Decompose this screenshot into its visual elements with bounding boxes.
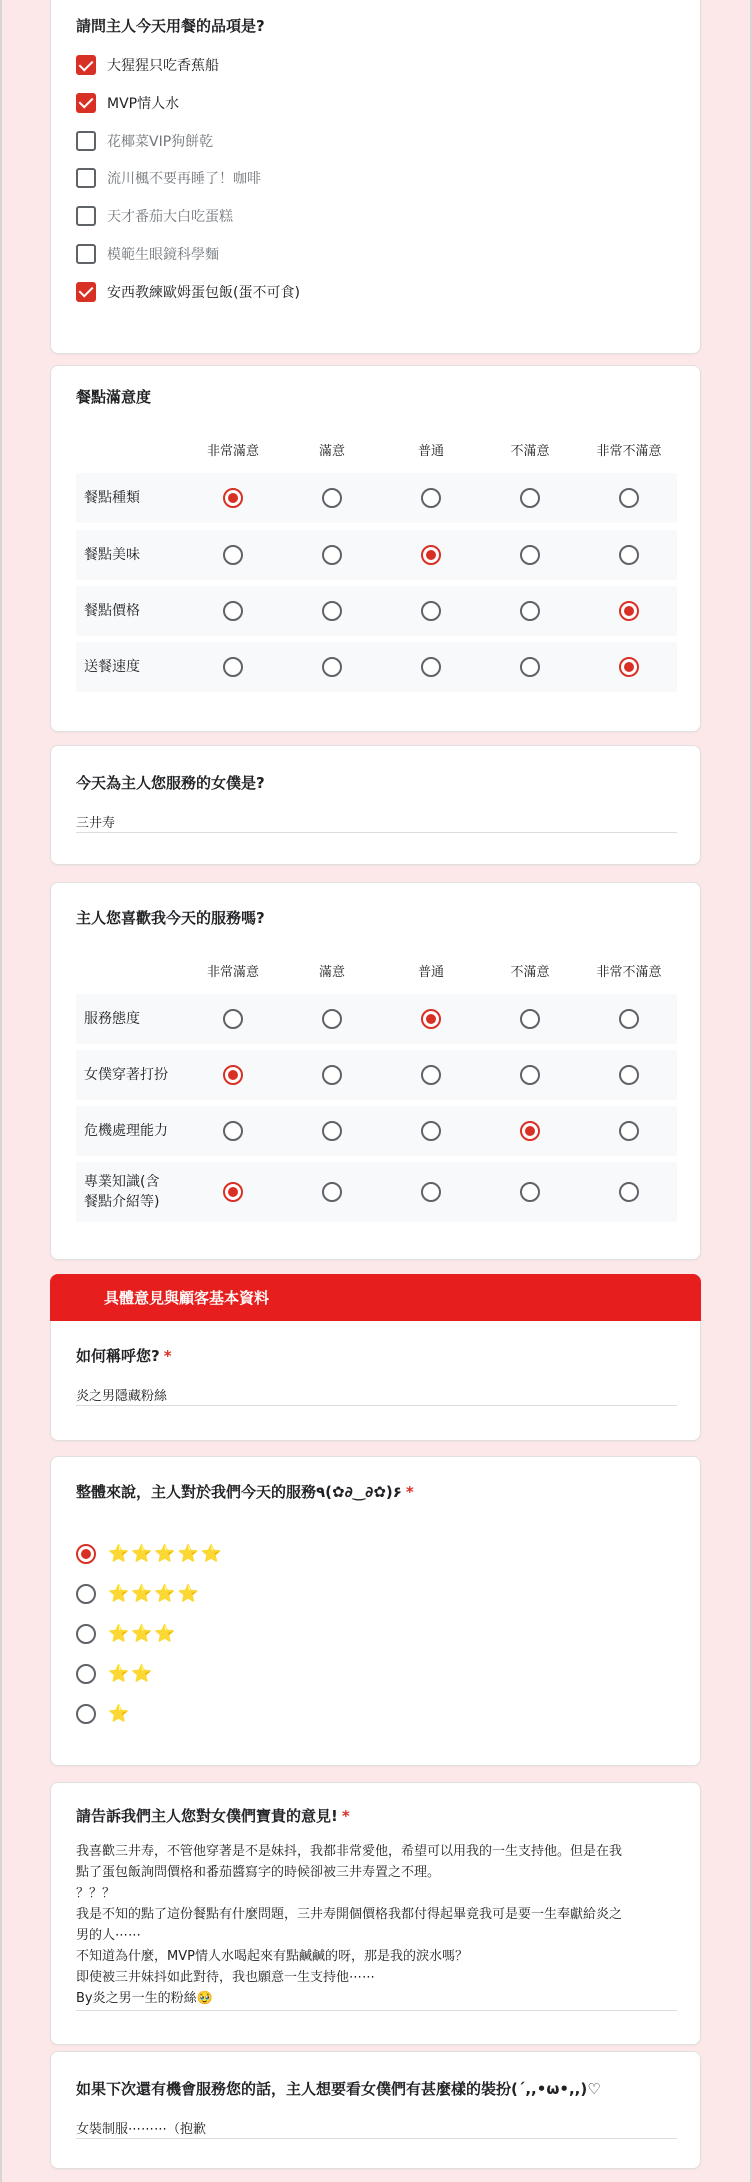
grid-row-label: 餐點美味	[84, 547, 140, 563]
radio-unselected-icon[interactable]	[76, 1584, 96, 1604]
radio-unselected-icon[interactable]	[322, 1121, 342, 1141]
grid-row	[76, 586, 677, 636]
checkbox-unchecked-icon[interactable]	[76, 168, 96, 188]
feedback-line: 即使被三井妹抖如此對待，我也願意一生支持他⋯⋯	[76, 1970, 376, 1985]
radio-unselected-icon[interactable]	[322, 488, 342, 508]
radio-selected-icon[interactable]	[421, 545, 441, 565]
grid-row-label: 餐點價格	[84, 603, 140, 619]
question-title	[76, 1481, 414, 1502]
grid-row	[76, 530, 677, 580]
grid-row	[76, 1162, 677, 1222]
grid-row-label: 危機處理能力	[84, 1123, 168, 1139]
question-title-text: 整體來說，主人對於我們今天的服務٩(✿∂‿∂✿)۶	[76, 1483, 402, 1501]
radio-unselected-icon[interactable]	[223, 1121, 243, 1141]
radio-unselected-icon[interactable]	[421, 488, 441, 508]
required-asterisk: *	[163, 1347, 172, 1365]
radio-unselected-icon[interactable]	[421, 1121, 441, 1141]
checkbox-label: 流川楓不要再睡了！咖啡	[107, 171, 261, 188]
star-rating-option[interactable]	[76, 1622, 178, 1646]
grid-column-header: 滿意	[318, 965, 345, 980]
radio-selected-icon[interactable]	[223, 1182, 243, 1202]
radio-unselected-icon[interactable]	[520, 545, 540, 565]
grid-row	[76, 1106, 677, 1156]
required-asterisk: *	[341, 1807, 350, 1825]
grid-row-label: 服務態度	[84, 1011, 140, 1027]
radio-unselected-icon[interactable]	[322, 1182, 342, 1202]
question-title: 如果下次還有機會服務您的話，主人想要看女僕們有甚麼樣的裝扮(´,,•ω•,,)♡	[76, 2080, 601, 2098]
grid-row-label: 送餐速度	[84, 659, 140, 675]
feedback-line: 不知道為什麼，MVP情人水喝起來有點鹹鹹的呀，那是我的淚水嗎？	[76, 1949, 468, 1964]
radio-selected-icon[interactable]	[223, 1065, 243, 1085]
outfit-answer[interactable]: 女裝制服⋯⋯⋯（抱歉	[76, 2122, 207, 2137]
answer-underline	[76, 1405, 677, 1406]
radio-unselected-icon[interactable]	[619, 1009, 639, 1029]
question-card-overall-rating	[50, 1456, 701, 1766]
radio-unselected-icon[interactable]	[421, 1065, 441, 1085]
checkbox-label: 花椰菜VIP狗餅乾	[107, 133, 214, 150]
radio-unselected-icon[interactable]	[619, 1065, 639, 1085]
question-title-text: 請告訴我們主人您對女僕們寶貴的意見!	[76, 1807, 338, 1825]
question-title	[76, 1345, 172, 1366]
question-title: 餐點滿意度	[76, 388, 152, 406]
grid-row-label	[84, 1172, 159, 1212]
grid-column-header: 非常不滿意	[596, 444, 662, 459]
star-rating-option[interactable]	[76, 1662, 154, 1686]
radio-unselected-icon[interactable]	[322, 1065, 342, 1085]
radio-unselected-icon[interactable]	[421, 657, 441, 677]
question-card-meal-satisfaction	[50, 365, 701, 732]
feedback-line: 點了蛋包飯詢問價格和番茄醬寫字的時候卻被三井寿置之不理。	[76, 1865, 441, 1880]
feedback-line: 男的人⋯⋯	[76, 1928, 142, 1943]
radio-selected-icon[interactable]	[421, 1009, 441, 1029]
radio-unselected-icon[interactable]	[619, 1121, 639, 1141]
checkbox-option[interactable]	[76, 91, 179, 115]
checkbox-unchecked-icon[interactable]	[76, 206, 96, 226]
question-title: 請問主人今天用餐的品項是?	[76, 17, 265, 35]
radio-selected-icon[interactable]	[76, 1544, 96, 1564]
grid-column-header: 非常不滿意	[596, 965, 662, 980]
star-icons: ⭐⭐⭐⭐⭐	[108, 1544, 224, 1564]
checkbox-option[interactable]	[76, 53, 219, 77]
radio-unselected-icon[interactable]	[520, 657, 540, 677]
star-rating-option[interactable]	[76, 1702, 131, 1726]
grid-row-label-line: 專業知識(含	[84, 1174, 160, 1190]
feedback-line: By炎之男一生的粉絲🥹	[76, 1991, 213, 2006]
star-icons: ⭐⭐⭐	[108, 1624, 178, 1644]
checkbox-option[interactable]	[76, 204, 233, 228]
checkbox-option[interactable]	[76, 242, 219, 266]
grid-row-label: 女僕穿著打扮	[84, 1067, 168, 1083]
radio-unselected-icon[interactable]	[322, 1009, 342, 1029]
radio-unselected-icon[interactable]	[421, 1182, 441, 1202]
feedback-line: ？？？	[76, 1886, 116, 1901]
radio-unselected-icon[interactable]	[76, 1664, 96, 1684]
page-edge-left	[0, 0, 2, 2182]
star-icons: ⭐⭐	[108, 1664, 155, 1684]
radio-unselected-icon[interactable]	[421, 601, 441, 621]
radio-unselected-icon[interactable]	[223, 657, 243, 677]
grid-row	[76, 994, 677, 1044]
question-card-maid-name	[50, 745, 701, 865]
star-icons: ⭐⭐⭐⭐	[108, 1584, 201, 1604]
grid-column-header: 滿意	[318, 444, 345, 459]
radio-unselected-icon[interactable]	[520, 1182, 540, 1202]
feedback-line: 我是不知的點了這份餐點有什麼問題，三井寿開個價格我都付得起畢竟我可是要一生奉獻給炎之	[76, 1907, 623, 1922]
radio-unselected-icon[interactable]	[223, 545, 243, 565]
radio-unselected-icon[interactable]	[520, 488, 540, 508]
checkbox-checked-icon[interactable]	[76, 282, 96, 302]
grid-column-header: 非常滿意	[206, 965, 259, 980]
question-title-text: 如何稱呼您?	[76, 1347, 160, 1365]
radio-unselected-icon[interactable]	[76, 1704, 96, 1724]
question-card-outfit	[50, 2051, 701, 2169]
grid-column-header: 不滿意	[510, 444, 550, 459]
checkbox-checked-icon[interactable]	[76, 93, 96, 113]
checkbox-unchecked-icon[interactable]	[76, 131, 96, 151]
grid-row-label: 餐點種類	[84, 490, 140, 506]
grid-row	[76, 642, 677, 692]
checkbox-checked-icon[interactable]	[76, 55, 96, 75]
answer-underline	[76, 2010, 677, 2011]
radio-unselected-icon[interactable]	[520, 1065, 540, 1085]
question-card-feedback	[50, 1782, 701, 2045]
checkbox-option[interactable]	[76, 166, 261, 190]
nickname-answer[interactable]: 炎之男隱藏粉絲	[76, 1389, 168, 1404]
star-rating-option[interactable]	[76, 1582, 201, 1606]
question-card-menu-items	[50, 0, 701, 354]
checkbox-unchecked-icon[interactable]	[76, 244, 96, 264]
radio-unselected-icon[interactable]	[520, 1009, 540, 1029]
radio-unselected-icon[interactable]	[520, 601, 540, 621]
radio-unselected-icon[interactable]	[322, 545, 342, 565]
radio-unselected-icon[interactable]	[322, 601, 342, 621]
grid-row	[76, 473, 677, 523]
feedback-line: 我喜歡三井寿，不管他穿著是不是妹抖，我都非常愛他，希望可以用我的一生支持他。但是在我	[76, 1844, 623, 1859]
required-asterisk: *	[405, 1483, 414, 1501]
question-card-service-satisfaction	[50, 882, 701, 1260]
grid-row-label-line: 餐點介紹等)	[84, 1194, 160, 1210]
checkbox-label: MVP情人水	[107, 95, 180, 112]
star-icons: ⭐	[108, 1704, 132, 1724]
checkbox-label: 大猩猩只吃香蕉船	[107, 58, 219, 74]
radio-unselected-icon[interactable]	[322, 657, 342, 677]
question-title: 今天為主人您服務的女僕是?	[76, 774, 265, 792]
answer-underline	[76, 832, 677, 833]
grid-row	[76, 1050, 677, 1100]
grid-column-header: 普通	[417, 444, 444, 459]
checkbox-label: 模範生眼鏡科學麵	[107, 247, 219, 263]
checkbox-label: 天才番茄大白吃蛋糕	[107, 209, 233, 226]
feedback-answer[interactable]	[76, 1841, 677, 2009]
checkbox-option[interactable]	[76, 129, 213, 153]
radio-selected-icon[interactable]	[619, 657, 639, 677]
radio-unselected-icon[interactable]	[619, 545, 639, 565]
grid-column-header: 不滿意	[510, 965, 550, 980]
question-title: 主人您喜歡我今天的服務嗎?	[76, 909, 265, 927]
radio-unselected-icon[interactable]	[223, 601, 243, 621]
maid-name-answer[interactable]: 三井寿	[76, 816, 116, 831]
grid-column-header: 普通	[417, 965, 444, 980]
radio-unselected-icon[interactable]	[76, 1624, 96, 1644]
checkbox-option[interactable]	[76, 280, 300, 304]
question-title	[76, 1805, 350, 1826]
star-rating-option[interactable]	[76, 1542, 224, 1566]
checkbox-label: 安西教練歐姆蛋包飯(蛋不可食)	[107, 284, 300, 301]
radio-selected-icon[interactable]	[520, 1121, 540, 1141]
radio-unselected-icon[interactable]	[619, 488, 639, 508]
question-card-nickname	[50, 1321, 701, 1441]
radio-unselected-icon[interactable]	[619, 1182, 639, 1202]
section-header-banner: 具體意見與顧客基本資料	[50, 1274, 701, 1322]
radio-selected-icon[interactable]	[619, 601, 639, 621]
radio-selected-icon[interactable]	[223, 488, 243, 508]
answer-underline	[76, 2138, 677, 2139]
grid-column-header: 非常滿意	[206, 444, 259, 459]
radio-unselected-icon[interactable]	[223, 1009, 243, 1029]
